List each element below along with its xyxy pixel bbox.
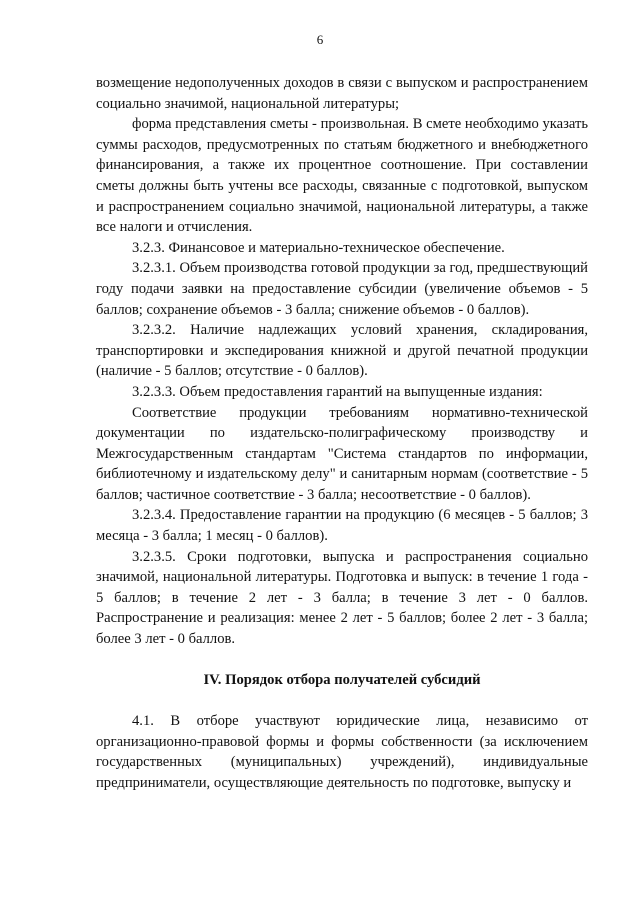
paragraph-3-2-3-2: 3.2.3.2. Наличие надлежащих условий хранения, складирования, транспортировки и экспедирования книжной и другой печатной продукции (наличие - 5 баллов; отсутствие - 0 баллов). (96, 322, 588, 380)
paragraph-3-2-3-5: 3.2.3.5. Сроки подготовки, выпуска и распространения социально значимой, национальной литературы. Подготовка и выпуск: в течение 1 года - 5 баллов; в течение 2 лет - 3 балла; в течение 3 лет - 0 баллов. Распространение и реализация: менее 2 лет - 5 баллов; более 2 лет - 3 балла; более 3 лет - 0 баллов. (96, 548, 588, 648)
paragraph-3-2-3-3: 3.2.3.3. Объем предоставления гарантий на выпущенные издания: (132, 383, 543, 400)
document-body (96, 73, 588, 794)
section-heading: IV. Порядок отбора получателей субсидий (203, 671, 481, 688)
paragraph-3-2-3: 3.2.3. Финансовое и материально-техническое обеспечение. (132, 239, 505, 256)
paragraph-estimate-form: форма представления сметы - произвольная. В смете необходимо указать суммы расходов, предусмотренных по статьям бюджетного и внебюджетного финансирования, а также их процентное соотношение. При составлении сметы должны быть учтены все расходы, связанные с подготовкой, выпуском и распространением социально значимой, национальной литературы, а также все налоги и отчисления. (96, 116, 588, 236)
paragraph-compensation: возмещение недополученных доходов в связи с выпуском и распространением социально значимой, национальной литературы; (96, 75, 588, 112)
paragraph-3-2-3-1: 3.2.3.1. Объем производства готовой продукции за год, предшествующий году подачи заявки на предоставление субсидии (увеличение объемов - 5 баллов; сохранение объемов - 3 балла; снижение объемов - 0 баллов). (96, 260, 588, 318)
paragraph-standards-compliance: Соответствие продукции требованиям нормативно-технической документации по издательско-полиграфическому производству и Межгосударственным стандартам "Система стандартов по информации, библиотечному и издательскому делу" и санитарным нормам (соответствие - 5 баллов; частичное соответствие - 3 балла; несоответствие - 0 баллов). (96, 404, 588, 503)
page-number: 6 (316, 32, 324, 47)
paragraph-3-2-3-4: 3.2.3.4. Предоставление гарантии на продукцию (6 месяцев - 5 баллов; 3 месяца - 3 балла; 1 месяц - 0 баллов). (96, 507, 588, 545)
paragraph-4-1: 4.1. В отборе участвуют юридические лица, независимо от организационно-правовой формы и формы собственности (за исключением государственных (муниципальных) учреждений), индивидуальные предприниматели, осуществляющие деятельность по подготовке, выпуску и (96, 713, 588, 791)
